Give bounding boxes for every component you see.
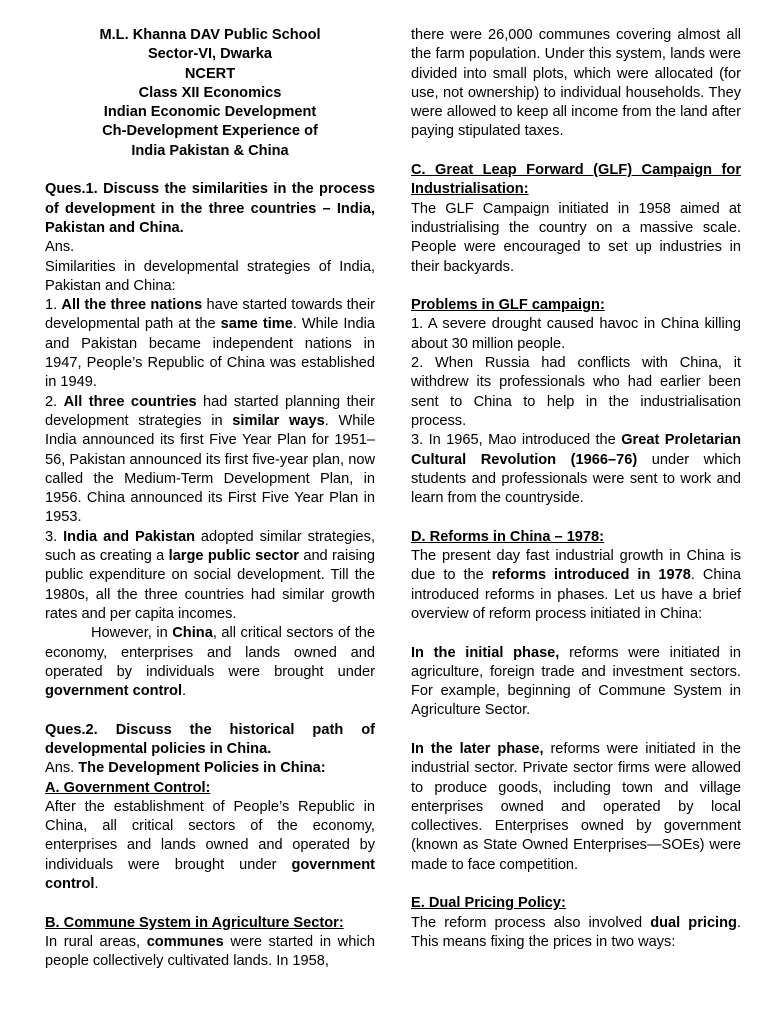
section-d-text: The present day fast industrial growth in China is due to the reforms introduced in 1978. China introduced reforms in phases. Let us have a brief overview of reform process initiated in China: — [411, 548, 741, 622]
later-phase-text: In the later phase, reforms were initiated in the industrial sector. Private sector firms were allowed to produce goods, including town and village enterprises owned and operated by local collectives. Enterprises owned by government (known as State Owned Enterprises—SOEs) were made to face competition. — [411, 740, 741, 873]
q1-point-1: 1. All the three nations have started towards their developmental path at the same time. While India and Pakistan became independent nations in 1947, People’s Republic of China was established in 1949. — [45, 297, 376, 391]
q1-point-2: 2. All three countries had started planning their development strategies in similar ways. While India announced its first Five Year Plan for 1951–56, Pakistan announced its first five-year plan, now called the Medium-Term Development Plan, in 1956. China announced its First Five Year Plan in 1953. — [45, 393, 375, 526]
q1-intro: Similarities in developmental strategies of India, Pakistan and China: — [45, 258, 375, 294]
school-sector: Sector-VI, Dwarka — [147, 46, 273, 63]
section-b-heading: B. Commune System in Agriculture Sector: — [45, 914, 344, 931]
section-a-heading: A. Government Control: — [45, 779, 211, 796]
header-chapter-cont: India Pakistan & China — [131, 142, 289, 159]
section-a-text: After the establishment of People’s Republic in China, all critical sectors of the economy, enterprises and lands owned and operated by individuals were brought under government control. — [45, 798, 375, 893]
section-b-text-cont: there were 26,000 communes covering almost all the farm population. Under this system, lands were divided into small plots, which were allocated (for use, not ownership) to individual households. They were allowed to keep all income from the land after paying stipulated taxes. — [411, 27, 741, 140]
glf-problem-1: 1. A severe drought caused havoc in China killing about 30 million people. — [411, 316, 741, 352]
answer-label: Ans. — [45, 239, 75, 256]
glf-problem-3: 3. In 1965, Mao introduced the Great Proletarian Cultural Revolution (1966–76) under which students and professionals were sent to work and learn from the countryside. — [411, 432, 741, 507]
header-ncert: NCERT — [184, 65, 236, 82]
section-e-heading: E. Dual Pricing Policy: — [411, 895, 566, 912]
q1-point-4: However, in China, all critical sectors of the economy, enterprises and lands owned and operated by individuals were brought under government control. — [45, 625, 375, 700]
q2-answer: Ans. The Development Policies in China: — [45, 760, 326, 777]
section-c-text: The GLF Campaign initiated in 1958 aimed at industrialising the country on a massive scale. People were encouraged to set up industries in their backyards. — [411, 200, 741, 275]
section-e-text: The reform process also involved dual pricing. This means fixing the prices in two ways: — [411, 914, 742, 950]
school-name: M.L. Khanna DAV Public School — [99, 27, 321, 43]
glf-problem-2: 2. When Russia had conflicts with China, it withdrew its professionals who had earlier been sent to China to help in the industrialisation process. — [411, 355, 741, 429]
header-class: Class XII Economics — [138, 84, 282, 101]
right-column — [411, 26, 741, 952]
header-subject: Indian Economic Development — [103, 104, 317, 121]
glf-problems-heading: Problems in GLF campaign: — [411, 297, 605, 314]
question-1: Ques.1. Discuss the similarities in the process of development in the three countries – India, Pakistan and China. — [45, 181, 375, 236]
header-chapter: Ch-Development Experience of — [102, 123, 318, 140]
question-2: Ques.2. Discuss the historical path of developmental policies in China. — [45, 721, 375, 757]
section-b-text-start: In rural areas, communes were started in which people collectively cultivated lands. In 1958, — [45, 933, 375, 970]
section-c-heading: C. Great Leap Forward (GLF) Campaign for Industrialisation: — [411, 162, 741, 198]
document-header — [45, 26, 375, 161]
section-d-heading: D. Reforms in China – 1978: — [411, 528, 605, 545]
initial-phase-text: In the initial phase, reforms were initiated in agriculture, foreign trade and investment sectors. For example, beginning of Commune System in Agriculture Sector. — [411, 644, 741, 719]
left-column — [45, 26, 375, 972]
q1-point-3: 3. India and Pakistan adopted similar strategies, such as creating a large public sector and raising public expenditure on social development. Till the 1980s, all the three countries had similar growth rates and per capita incomes. — [45, 528, 376, 622]
